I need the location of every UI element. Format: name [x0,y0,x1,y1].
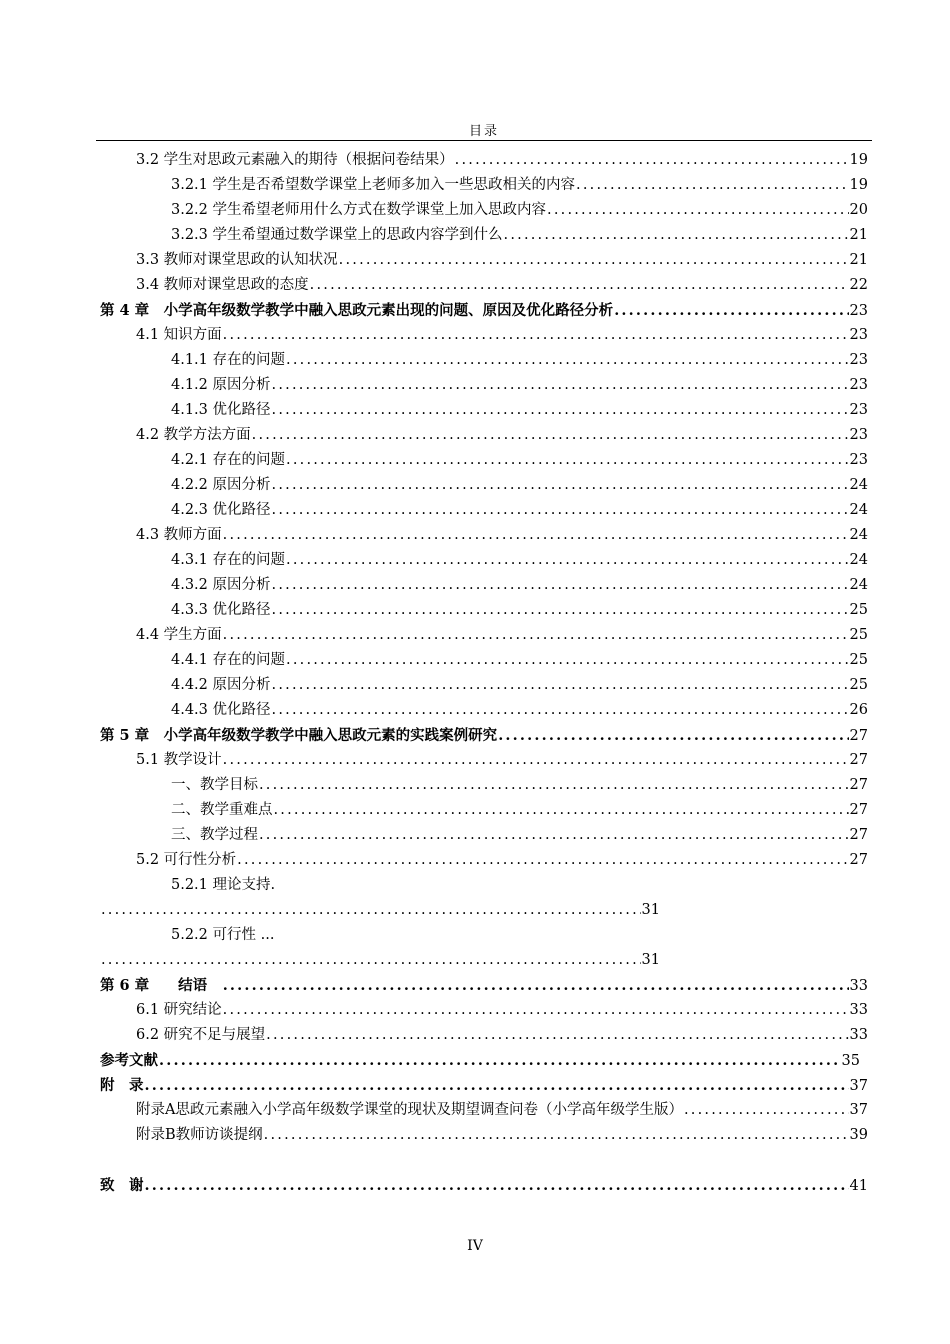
page-number: IV [467,1238,483,1254]
dot-leader [455,148,849,173]
toc-entry-page: 24 [849,477,868,493]
toc-entry-page: 24 [849,502,868,518]
toc-entry-page: 35 [841,1053,860,1069]
toc-entry-page: 27 [849,728,868,744]
toc-entry-page: 23 [849,303,868,319]
toc-entry-title: 附录A思政元素融入小学高年级数学课堂的现状及期望调查问卷（小学高年级学生版） [136,1102,683,1118]
toc-entry-page: 25 [849,652,868,668]
toc-entry-page: 33 [849,1002,868,1018]
toc-entry[interactable] [100,273,868,298]
dot-leader [310,273,849,298]
toc-entry-title: 第 6 章 结语 [100,977,222,994]
toc-entry[interactable] [100,748,868,773]
toc-entry[interactable] [100,348,868,373]
toc-entry-title: 4.3.1 存在的问题 [171,552,286,568]
dot-leader [576,173,849,198]
running-header: 目录 [468,124,499,139]
toc-entry-title: 4.1.2 原因分析 [171,377,271,393]
toc-entry-page: 23 [849,427,868,443]
toc-entry-page: 25 [849,627,868,643]
toc-entry-title: 4.3.2 原因分析 [171,577,271,593]
toc-entry-page: 27 [849,777,868,793]
toc-entry-page: 20 [849,202,868,218]
dot-leader [101,898,641,923]
dot-leader [259,823,849,848]
toc-entry-title: 附录B教师访谈提纲 [136,1127,263,1143]
toc-entry-title: 参考文献 [100,1052,158,1069]
toc-entry[interactable] [100,148,868,173]
toc-entry-page: 19 [849,177,868,193]
toc-entry-page: 37 [849,1078,868,1094]
toc-entry[interactable] [100,623,868,648]
toc-entry[interactable] [100,473,868,498]
toc-entry[interactable] [100,548,868,573]
toc-entry-title: 二、教学重难点 [171,802,273,818]
dot-leader [684,1098,849,1123]
toc-entry[interactable] [100,823,868,848]
dot-leader [223,973,849,998]
toc-entry-title: 4.4.2 原因分析 [171,677,271,693]
toc-entry[interactable] [100,1123,868,1148]
dot-leader [614,298,848,323]
toc-entry-page: 25 [849,677,868,693]
toc-entry-page: 39 [849,1127,868,1143]
toc-entry[interactable] [100,848,868,873]
toc-entry-title: 6.1 研究结论 [136,1002,222,1018]
toc-entry[interactable] [100,1048,868,1073]
toc-entry[interactable] [100,873,868,898]
dot-leader [272,598,849,623]
toc-entry-page: 33 [849,1027,868,1043]
toc-entry-page: 33 [849,978,868,994]
toc-entry[interactable] [100,398,868,423]
toc-entry[interactable] [100,923,868,948]
dot-leader [259,773,849,798]
toc-entry-page: 31 [641,952,660,968]
dot-leader [272,673,849,698]
toc-entry-title: 附 录 [100,1077,144,1094]
toc-entry[interactable] [100,898,660,923]
toc-entry-page: 37 [849,1102,868,1118]
dot-leader [504,223,849,248]
toc-entry-title: 4.4.1 存在的问题 [171,652,286,668]
toc-entry[interactable] [100,1098,868,1123]
toc-entry-title: 4.1 知识方面 [136,327,222,343]
dot-leader [237,848,848,873]
toc-entry[interactable] [100,448,868,473]
toc-entry[interactable] [100,248,868,273]
dot-leader [101,948,641,973]
toc-entry-page: 24 [849,552,868,568]
toc-entry-title: 3.2.1 学生是否希望数学课堂上老师多加入一些思政相关的内容 [171,177,576,193]
dot-leader [274,798,849,823]
toc-entry[interactable] [100,323,868,348]
toc-entry-page: 23 [849,377,868,393]
toc-entry-page: 23 [849,452,868,468]
dot-leader [498,723,848,748]
toc-entry-page: 27 [849,802,868,818]
toc-entry[interactable] [100,573,868,598]
dot-leader [547,198,849,223]
toc-entry-page: 19 [849,152,868,168]
toc-entry-page: 31 [641,902,660,918]
toc-entry-title: 3.3 教师对课堂思政的认知状况 [136,252,338,268]
dot-leader [145,1173,849,1198]
dot-leader [272,498,849,523]
toc-entry[interactable] [100,773,868,798]
toc-entry[interactable] [100,198,868,223]
toc-entry-title: 第 4 章 小学高年级数学教学中融入思政元素出现的问题、原因及优化路径分析 [100,302,614,319]
dot-leader [223,523,849,548]
dot-leader [272,698,849,723]
dot-leader [159,1048,841,1073]
toc-entry-title: 致 谢 [100,1177,144,1194]
toc-entry[interactable] [100,598,868,623]
toc-entry-page: 21 [849,252,868,268]
dot-leader [286,548,849,573]
toc-entry[interactable] [100,673,868,698]
toc-entry-page: 41 [849,1178,868,1194]
dot-leader [272,573,849,598]
toc-entry-title: 5.2.1 理论支持. [171,877,276,893]
toc-entry-title: 5.2.2 可行性 ... [171,927,275,943]
toc-entry-page: 27 [849,827,868,843]
toc-entry[interactable] [100,998,868,1023]
toc-entry-title: 4.1.3 优化路径 [171,402,271,418]
dot-leader [145,1073,849,1098]
toc-entry-page: 24 [849,577,868,593]
toc-entry[interactable] [100,798,868,823]
toc-entry[interactable] [100,298,868,323]
header-rule [96,140,872,141]
toc-entry-title: 4.3.3 优化路径 [171,602,271,618]
dot-leader [223,748,849,773]
toc-entry-title: 5.2 可行性分析 [136,852,237,868]
toc-entry-title: 3.2 学生对思政元素融入的期待（根据问卷结果） [136,152,454,168]
toc-entry[interactable] [100,648,868,673]
toc-entry[interactable] [100,373,868,398]
toc-entry-title: 3.2.2 学生希望老师用什么方式在数学课堂上加入思政内容 [171,202,547,218]
toc-entry-title: 6.2 研究不足与展望 [136,1027,266,1043]
dot-leader [272,398,849,423]
toc-entry-page: 27 [849,852,868,868]
toc-entry[interactable] [100,973,868,998]
toc-entry[interactable] [100,223,868,248]
toc-entry-title: 4.4.3 优化路径 [171,702,271,718]
dot-leader [272,473,849,498]
toc-entry[interactable] [100,173,868,198]
toc-entry[interactable] [100,948,660,973]
toc-entry-page: 26 [849,702,868,718]
toc-entry-title: 5.1 教学设计 [136,752,222,768]
dot-leader [252,423,849,448]
toc-entry-title: 4.2 教学方法方面 [136,427,251,443]
toc-entry[interactable] [100,698,868,723]
dot-leader [286,648,849,673]
toc-entry-title: 第 5 章 小学高年级数学教学中融入思政元素的实践案例研究 [100,727,498,744]
toc-entry-title: 4.3 教师方面 [136,527,222,543]
toc-entry-page: 22 [849,277,868,293]
toc-entry-title: 3.2.3 学生希望通过数学课堂上的思政内容学到什么 [171,227,503,243]
toc-entry-page: 24 [849,527,868,543]
toc-entry-page: 27 [849,752,868,768]
toc-entry[interactable] [100,423,868,448]
toc-entry[interactable] [100,723,868,748]
dot-leader [339,248,849,273]
toc-entry[interactable] [100,1173,868,1198]
toc-entry[interactable] [100,523,868,548]
toc-entry-page: 23 [849,352,868,368]
dot-leader [223,623,849,648]
toc-entry-title: 4.1.1 存在的问题 [171,352,286,368]
toc-entry-title: 4.4 学生方面 [136,627,222,643]
toc-entry-page: 23 [849,327,868,343]
toc-entry-page: 21 [849,227,868,243]
toc-entry-title: 一、教学目标 [171,777,258,793]
toc-entry[interactable] [100,1073,868,1098]
toc-entry-title: 三、教学过程 [171,827,258,843]
toc-entry[interactable] [100,498,868,523]
dot-leader [223,998,849,1023]
toc-entry-title: 4.2.2 原因分析 [171,477,271,493]
dot-leader [264,1123,849,1148]
dot-leader [272,373,849,398]
toc-entry-title: 4.2.1 存在的问题 [171,452,286,468]
toc-entry-page: 23 [849,402,868,418]
dot-leader [286,448,849,473]
dot-leader [223,323,849,348]
toc-entry[interactable] [100,1023,868,1048]
toc-entry-title: 3.4 教师对课堂思政的态度 [136,277,309,293]
toc-entry-page: 25 [849,602,868,618]
toc-entry-title: 4.2.3 优化路径 [171,502,271,518]
dot-leader [286,348,849,373]
dot-leader [266,1023,848,1048]
